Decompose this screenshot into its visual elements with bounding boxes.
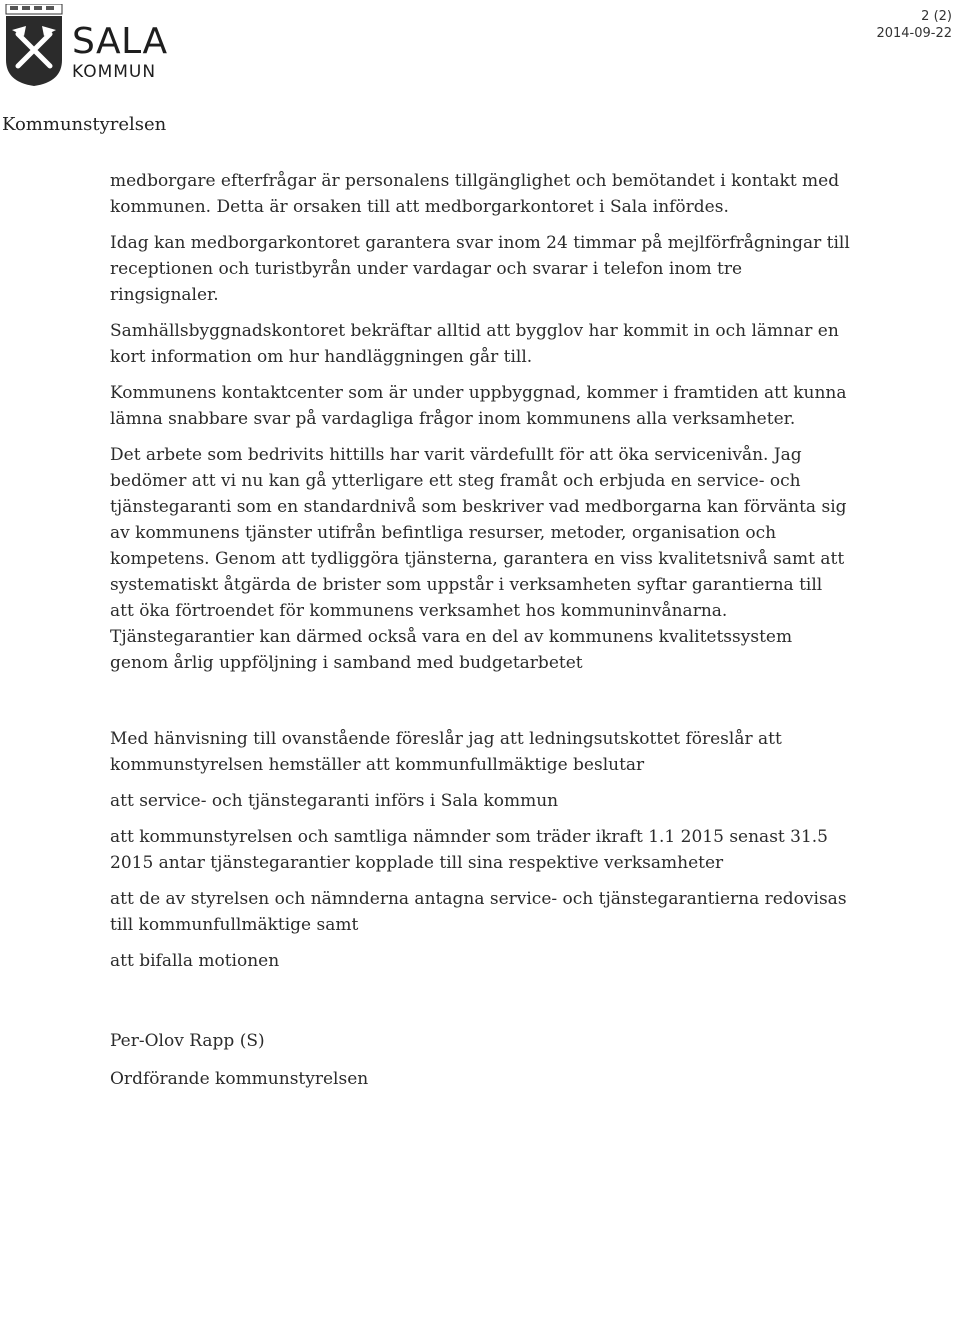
signatory-title: Ordförande kommunstyrelsen [110, 1069, 369, 1089]
proposal-item: att service- och tjänstegaranti införs i Sala kommun [110, 791, 559, 811]
document-body [110, 168, 850, 1104]
logo-name: SALA [72, 21, 168, 62]
sala-kommun-logo [4, 4, 204, 94]
signatory-name: Per-Olov Rapp (S) [110, 1031, 265, 1051]
document-date: 2014-09-22 [876, 26, 952, 41]
proposal-item: att bifalla motionen [110, 951, 280, 971]
proposal-item: att de av styrelsen och nämnderna antagna service- och tjänstegarantierna redovisas till kommunfullmäktige samt [110, 889, 847, 935]
municipal-coat-of-arms-icon [4, 4, 66, 88]
body-paragraph: Samhällsbyggnadskontoret bekräftar alltid att bygglov har kommit in och lämnar en kort information om hur handläggningen går till. [110, 321, 839, 367]
body-paragraph: medborgare efterfrågar är personalens tillgänglighet och bemötandet i kontakt med kommunen. Detta är orsaken till att medborgarkontoret i Sala infördes. [110, 171, 840, 217]
body-paragraph: Idag kan medborgarkontoret garantera svar inom 24 timmar på mejlförfrågningar till receptionen och turistbyrån under vardagar och svarar i telefon inom tre ringsignaler. [110, 233, 850, 305]
proposal-intro: Med hänvisning till ovanstående föreslår jag att ledningsutskottet föreslår att kommunstyrelsen hemställer att kommunfullmäktige beslutar [110, 729, 782, 775]
proposal-section [110, 726, 850, 974]
page-number: 2 (2) [921, 9, 952, 24]
proposal-item: att kommunstyrelsen och samtliga nämnder som träder ikraft 1.1 2015 senast 31.5 2015 antar tjänstegarantier kopplade till sina respektive verksamheter [110, 827, 829, 873]
body-paragraph: Kommunens kontaktcenter som är under uppbyggnad, kommer i framtiden att kunna lämna snabbare svar på vardagliga frågor inom kommunens alla verksamheter. [110, 383, 847, 429]
logo-subtitle: KOMMUN [72, 62, 157, 82]
signature-block [110, 1028, 850, 1092]
page-meta [876, 8, 952, 42]
body-paragraph: Det arbete som bedrivits hittills har varit värdefullt för att öka servicenivån. Jag bedömer att vi nu kan gå ytterligare ett steg framåt och erbjuda en service- och tjänstegaranti som en standardnivå som beskriver vad medborgarna kan förvänta sig av kommunens tjänster utifrån befintliga resurser, metoder, organisation och kompetens. Genom att tydliggöra tjänsterna, garantera en viss kvalitetsnivå samt att systematiskt åtgärda de brister som uppstår i verksamheten syftar garantierna till att öka förtroendet för kommunens verksamhet hos kommuninvånarna. Tjänstegarantier kan därmed också vara en del av kommunens kvalitetssystem genom årlig uppföljning i samband med budgetarbetet [110, 445, 847, 673]
department-name: Kommunstyrelsen [2, 114, 167, 135]
